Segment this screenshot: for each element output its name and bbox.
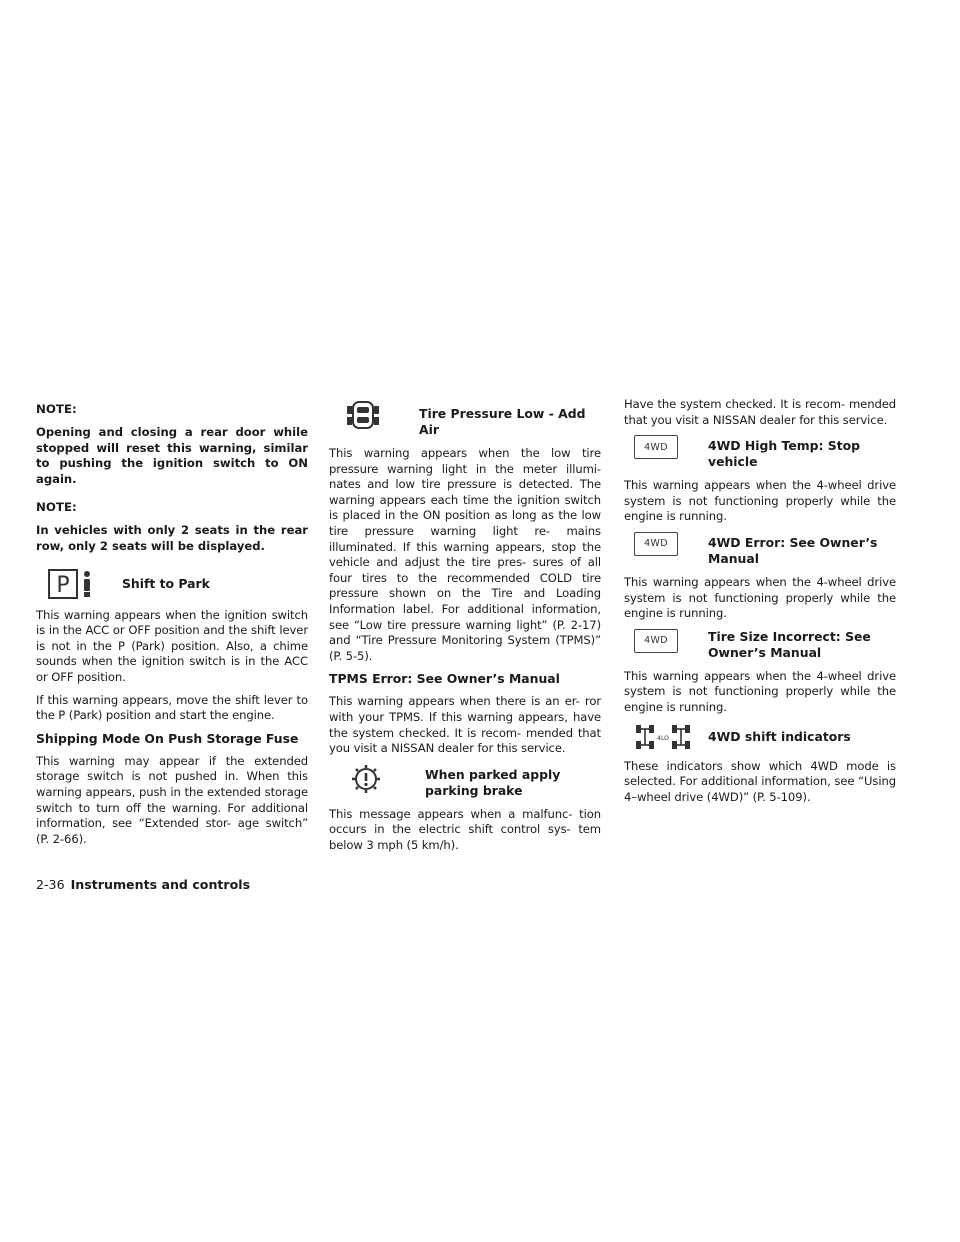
parking-brake-warning-icon bbox=[351, 764, 381, 794]
4wd-error-heading bbox=[624, 532, 896, 567]
paragraph: This warning may appear if the extended storage switch is not pushed in. When this warning appears, push in the extended storage switch to turn off the warning. For additional information, see “Extended stor- age switch” (P. 2-66). bbox=[36, 753, 308, 846]
section-title: Tire Pressure Low - Add Air bbox=[419, 406, 586, 437]
paragraph: This warning appears when the ignition switch is in the ACC or OFF position and the shift lever is not in the P (Park) position. Also, a chime sounds when the ignition switch is in the ACC or OFF position. bbox=[36, 607, 308, 684]
note-text: In vehicles with only 2 seats in the rear row, only 2 seats will be displayed. bbox=[36, 523, 308, 553]
4wd-icon: 4WD bbox=[634, 629, 678, 653]
4wd-shift-indicators-heading bbox=[624, 723, 896, 751]
note-label: NOTE: bbox=[36, 500, 77, 515]
section-title: Shipping Mode On Push Storage Fuse bbox=[36, 730, 299, 746]
4wd-icon: 4WD bbox=[634, 532, 678, 556]
paragraph: This warning appears when the 4-wheel drive system is not functioning properly while the engine is running. bbox=[624, 574, 896, 621]
section-title: TPMS Error: See Owner’s Manual bbox=[329, 671, 560, 687]
paragraph: Have the system checked. It is recom- mended that you visit a NISSAN dealer for this service. bbox=[624, 397, 896, 427]
section-title: Tire Size Incorrect: See Owner’s Manual bbox=[708, 628, 871, 660]
note-text: Opening and closing a rear door while stopped will reset this warning, similar to pushing the ignition switch to ON again. bbox=[36, 425, 308, 486]
paragraph: This warning appears when the 4-wheel drive system is not functioning properly while the engine is running. bbox=[624, 668, 896, 714]
park-icon bbox=[48, 568, 96, 600]
section-title: 4WD Error: See Owner’s Manual bbox=[708, 534, 878, 566]
section-title: 4WD shift indicators bbox=[708, 728, 851, 744]
page-number: 2-36 bbox=[36, 877, 65, 892]
column-middle bbox=[329, 402, 601, 860]
paragraph: This warning appears when there is an er- ror with your TPMS. If this warning appears, have the system checked. It is recom- mended that you visit a NISSAN dealer for this service. bbox=[329, 694, 601, 756]
paragraph: These indicators show which 4WD mode is selected. For additional information, see “Using 4–wheel drive (4WD)” (P. 5-109). bbox=[624, 758, 896, 804]
paragraph: If this warning appears, move the shift lever to the P (Park) position and start the engine. bbox=[36, 692, 308, 723]
svg-text:4LO: 4LO bbox=[657, 734, 669, 742]
column-right bbox=[624, 397, 896, 812]
page-footer bbox=[36, 877, 250, 892]
4wd-shift-indicator-icon bbox=[634, 723, 692, 751]
shift-to-park-heading bbox=[36, 568, 308, 600]
tire-pressure-icon bbox=[345, 400, 381, 430]
4wd-high-temp-heading bbox=[624, 435, 896, 470]
svg-text:P: P bbox=[56, 572, 70, 598]
section-title: 4WD High Temp: Stop vehicle bbox=[708, 438, 860, 470]
section-title: When parked apply parking brake bbox=[425, 766, 561, 798]
parking-brake-heading bbox=[329, 764, 601, 799]
tire-size-heading bbox=[624, 629, 896, 661]
column-left bbox=[36, 402, 308, 854]
section-title: Shift to Park bbox=[122, 575, 210, 591]
note-label: NOTE: bbox=[36, 402, 77, 416]
paragraph: This warning appears when the low tire pressure warning light in the meter illumi- nates and low tire pressure is detected. The warning appears each time the ignition switch is placed in the ON position as long as the low tire pressure warning light re- mains illuminated. If this warning appears, stop the vehicle and adjust the tire pres- sures of all four tires to the recommended COLD tire pressure shown on the Tire and Loading Information label. For additional information, see “Low tire pressure warning light” (P. 2-17) and “Tire Pressure Monitoring System (TPMS)” (P. 5-5). bbox=[329, 446, 601, 663]
paragraph: This warning appears when the 4-wheel drive system is not functioning properly while the engine is running. bbox=[624, 478, 896, 524]
4wd-icon: 4WD bbox=[634, 435, 678, 459]
paragraph: This message appears when a malfunc- tion occurs in the electric shift control sys- tem below 3 mph (5 km/h). bbox=[329, 806, 601, 852]
section-name: Instruments and controls bbox=[70, 877, 251, 892]
tire-pressure-heading bbox=[329, 400, 601, 438]
